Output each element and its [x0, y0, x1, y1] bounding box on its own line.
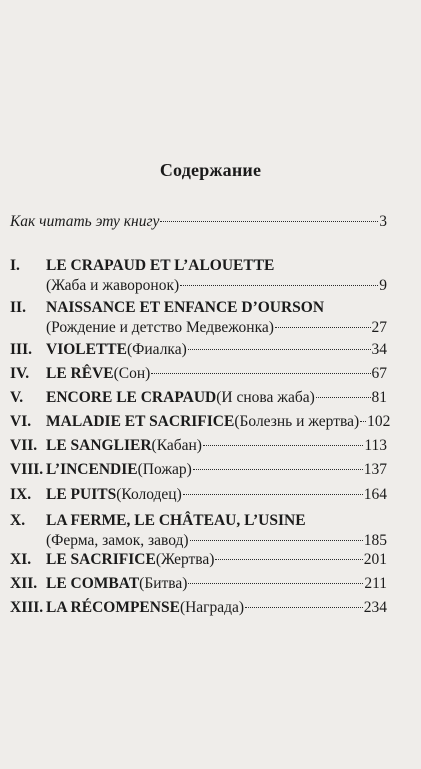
toc-intro-title: Как читать эту книгу [10, 213, 160, 230]
toc-page-number: 201 [363, 551, 387, 568]
toc-leader-dots [190, 540, 363, 541]
chapter-translation: (Кабан) [151, 437, 202, 454]
toc-entry [10, 341, 387, 361]
chapter-translation: (Жаба и жаворонок) [46, 277, 180, 294]
toc-entry [10, 599, 387, 619]
chapter-number: VI. [10, 413, 32, 430]
toc-intro-row [10, 213, 387, 231]
chapter-number: I. [10, 257, 20, 274]
chapter-translation: (Ферма, замок, завод) [46, 532, 189, 549]
toc-entry [10, 512, 387, 552]
toc-page-number: 67 [371, 365, 387, 382]
chapter-title: LE SANGLIER [46, 437, 152, 454]
chapter-number: XI. [10, 551, 32, 568]
chapter-number: XIII. [10, 599, 44, 616]
toc-leader-dots [316, 397, 371, 398]
chapter-title: LE PUITS [46, 486, 117, 503]
toc-leader-dots [275, 327, 371, 328]
chapter-title: LA FERME, LE CHÂTEAU, L’USINE [46, 512, 306, 529]
toc-entry [10, 551, 387, 571]
chapter-title: LE RÊVE [46, 365, 114, 382]
toc-page-number: 81 [371, 389, 387, 406]
chapter-translation: (Фиалка) [126, 341, 187, 358]
toc-leader-dots [215, 559, 362, 560]
toc-page-number: 185 [363, 532, 387, 549]
toc-page-number: 137 [363, 461, 387, 478]
toc-entry [10, 461, 387, 481]
page-title: Содержание [159, 160, 262, 180]
toc-page-number: 102 [367, 413, 391, 430]
toc-page-number: 234 [363, 599, 387, 616]
toc-leader-dots [151, 373, 370, 374]
toc-leader-dots [245, 607, 363, 608]
chapter-translation: (Награда) [179, 599, 245, 616]
chapter-number: IV. [10, 365, 30, 382]
toc-leader-dots [193, 469, 363, 470]
chapter-number: XII. [10, 575, 38, 592]
chapter-title: LE COMBAT [46, 575, 140, 592]
chapter-number: VIII. [10, 461, 44, 478]
chapter-translation: (Жертва) [155, 551, 215, 568]
chapter-title: LE SACRIFICE [46, 551, 156, 568]
chapter-title: LE CRAPAUD ET L’ALOUETTE [46, 257, 275, 274]
toc-leader-dots [188, 349, 371, 350]
chapter-number: VII. [10, 437, 38, 454]
chapter-translation: (И снова жаба) [216, 389, 315, 406]
chapter-number: II. [10, 299, 26, 316]
chapter-number: IX. [10, 486, 32, 503]
toc-page-number: 34 [371, 341, 387, 358]
toc-entry [10, 486, 387, 506]
toc-leader-dots [180, 285, 378, 286]
toc-page-number: 211 [364, 575, 387, 592]
chapter-translation: (Колодец) [116, 486, 182, 503]
chapter-translation: (Болезнь и жертва) [234, 413, 360, 430]
chapter-translation: (Битва) [139, 575, 188, 592]
chapter-number: III. [10, 341, 32, 358]
toc-page-number: 9 [379, 277, 387, 294]
toc-leader-dots [183, 494, 363, 495]
toc-leader-dots [360, 421, 366, 422]
toc-page-number: 113 [364, 437, 387, 454]
chapter-title: L’INCENDIE [46, 461, 138, 478]
toc-entry [10, 299, 387, 339]
toc-leader-dots [203, 445, 363, 446]
toc-entry [10, 365, 387, 385]
toc-entry [10, 389, 387, 409]
chapter-title: LA RÉCOMPENSE [46, 599, 180, 616]
toc-entry [10, 575, 387, 595]
toc-entry [10, 257, 387, 297]
toc-entry [10, 437, 387, 457]
chapter-translation: (Сон) [113, 365, 151, 382]
toc-entry [10, 413, 391, 433]
toc-leader-dots [160, 221, 378, 222]
toc-leader-dots [188, 583, 363, 584]
chapter-title: NAISSANCE ET ENFANCE D’OURSON [46, 299, 325, 316]
chapter-title: ENCORE LE CRAPAUD [46, 389, 217, 406]
chapter-number: V. [10, 389, 24, 406]
toc-page-number: 3 [379, 213, 387, 230]
chapter-translation: (Рождение и детство Медвежонка) [46, 319, 274, 336]
toc-page-number: 164 [363, 486, 387, 503]
chapter-title: MALADIE ET SACRIFICE [46, 413, 235, 430]
chapter-translation: (Пожар) [137, 461, 192, 478]
toc-page-number: 27 [371, 319, 387, 336]
chapter-number: X. [10, 512, 26, 529]
chapter-title: VIOLETTE [46, 341, 127, 358]
